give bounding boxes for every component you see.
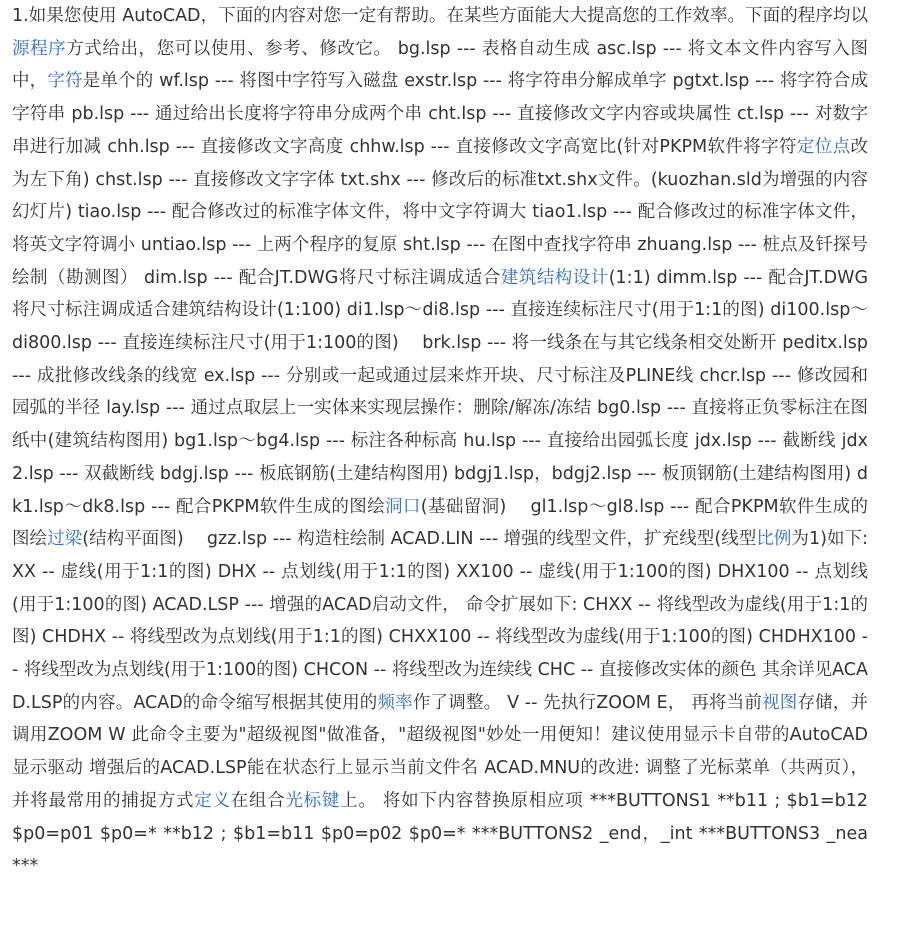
keyword-link-lintel[interactable]: 过梁	[47, 529, 83, 550]
text-segment: 作了调整。 V -- 先执行ZOOM E， 再将当前	[412, 692, 763, 713]
keyword-link-character[interactable]: 字符	[47, 71, 83, 92]
text-segment: 在组合	[230, 790, 286, 811]
keyword-link-definition[interactable]: 定义	[194, 790, 231, 811]
keyword-link-scale[interactable]: 比例	[756, 529, 792, 550]
text-segment: 存储，并调用ZOOM W 此命令主要为"超级视图"做准备，"超级视图"妙处一用便知！建议使用显示卡自带的AutoCAD显示驱动 增强后的ACAD.LSP能在状态行上显示当前文件名 ACAD.MNU的改进: 调整了光标菜单（共两页），并将最常用的捕捉方式	[12, 692, 869, 811]
text-segment: (1:1) dimm.lsp --- 配合JT.DWG将尺寸标注调成适合建筑结构设计(1:100) di1.lsp～di8.lsp --- 直接连续标注尺寸(用于1:1的图) di100.lsp～di800.lsp --- 直接连续标注尺寸(用于1:100的图) brk.lsp --- 将一线条在与其它线条相交处断开 peditx.lsp --- 成批修改线条的线宽 ex.lsp --- 分别或一起或通过层来炸开块、尺寸标注及PLINE线 chcr.lsp --- 修改园和园弧的半径 lay.lsp --- 通过点取层上一实体来实现层操作：删除/解冻/冻结 bg0.lsp --- 直接将正负零标注在图纸中(建筑结构图用) bg1.lsp～bg4.lsp --- 标注各种标高 hu.lsp --- 直接给出园弧长度 jdx.lsp --- 截断线 jdx2.lsp --- 双截断线 bdgj.lsp --- 板底钢筋(土建结构图用) bdgj1.lsp，bdgj2.lsp --- 板顶钢筋(土建结构图用) dk1.lsp～dk8.lsp --- 配合PKPM软件生成的图绘	[12, 267, 869, 517]
keyword-link-structural-design[interactable]: 建筑结构设计	[500, 267, 609, 288]
keyword-link-source-code[interactable]: 源程序	[12, 38, 67, 59]
text-segment: 改为左下角) chst.lsp --- 直接修改文字字体 txt.shx --- 修改后的标准txt.shx文件。(kuozhan.sld为增强的内容幻灯片) tiao.lsp --- 配合修改过的标准字体文件，将中文字符调大 tiao1.lsp --- 配合修改过的标准字体文件，将英文字符调小 untiao.lsp --- 上两个程序的复原 sht.lsp --- 在图中查找字符串 zhuang.lsp --- 桩点及钎探号绘制（勘测图） dim.lsp --- 配合JT.DWG将尺寸标注调成适合	[12, 136, 869, 288]
keyword-link-view[interactable]: 视图	[762, 692, 798, 713]
text-segment: (基础留洞) gl1.lsp～gl8.lsp --- 配合PKPM软件生成的图绘	[12, 496, 869, 550]
text-segment: 是单个的 wf.lsp --- 将图中字符写入磁盘 exstr.lsp --- 将字符串分解成单字 pgtxt.lsp --- 将字符合成字符串 pb.lsp --- 通过给出长度将字符串分成两个串 cht.lsp --- 直接修改文字内容或块属性 ct.lsp --- 对数字串进行加减 chh.lsp --- 直接修改文字高度 chhw.lsp --- 直接修改文字高宽比(针对PKPM软件将字符	[12, 71, 869, 157]
text-segment: (结构平面图) gzz.lsp --- 构造柱绘制 ACAD.LIN --- 增强的线型文件，扩充线型(线型	[82, 529, 757, 550]
text-segment: 1.如果您使用 AutoCAD，下面的内容对您一定有帮助。在某些方面能大大提高您的工作效率。下面的程序均以	[12, 6, 868, 26]
article-body	[12, 0, 868, 883]
text-segment: 方式给出，您可以使用、参考、修改它。 bg.lsp --- 表格自动生成 asc.lsp --- 将文本文件内容写入图中，	[12, 38, 868, 92]
text-segment: 上。 将如下内容替换原相应项 ***BUTTONS1 **b11 ; $b1=b12 $p0=p01 $p0=* **b12 ; $b1=b11 $p0=p02 $p0=* ***BUTTONS2 _end，_int ***BUTTONS3 _nea ***	[12, 790, 869, 877]
keyword-link-cursor-keys[interactable]: 光标键	[285, 790, 341, 811]
keyword-link-anchor-point[interactable]: 定位点	[796, 136, 851, 157]
article-paragraph	[12, 0, 868, 883]
keyword-link-opening[interactable]: 洞口	[385, 496, 421, 517]
keyword-link-frequency[interactable]: 频率	[377, 692, 413, 713]
text-segment: 为1)如下: XX -- 虚线(用于1:1的图) DHX -- 点划线(用于1:1的图) XX100 -- 虚线(用于1:100的图) DHX100 -- 点划线(用于1:100的图) ACAD.LSP --- 增强的ACAD启动文件， 命令扩展如下: CHXX -- 将线型改为虚线(用于1:1的图) CHDHX -- 将线型改为点划线(用于1:1的图) CHXX100 -- 将线型改为虚线(用于1:100的图) CHDHX100 -- 将线型改为点划线(用于1:100的图) CHCON -- 将线型改为连续线 CHC -- 直接修改实体的颜色 其余详见ACAD.LSP的内容。ACAD的命令缩写根据其使用的	[12, 529, 868, 713]
